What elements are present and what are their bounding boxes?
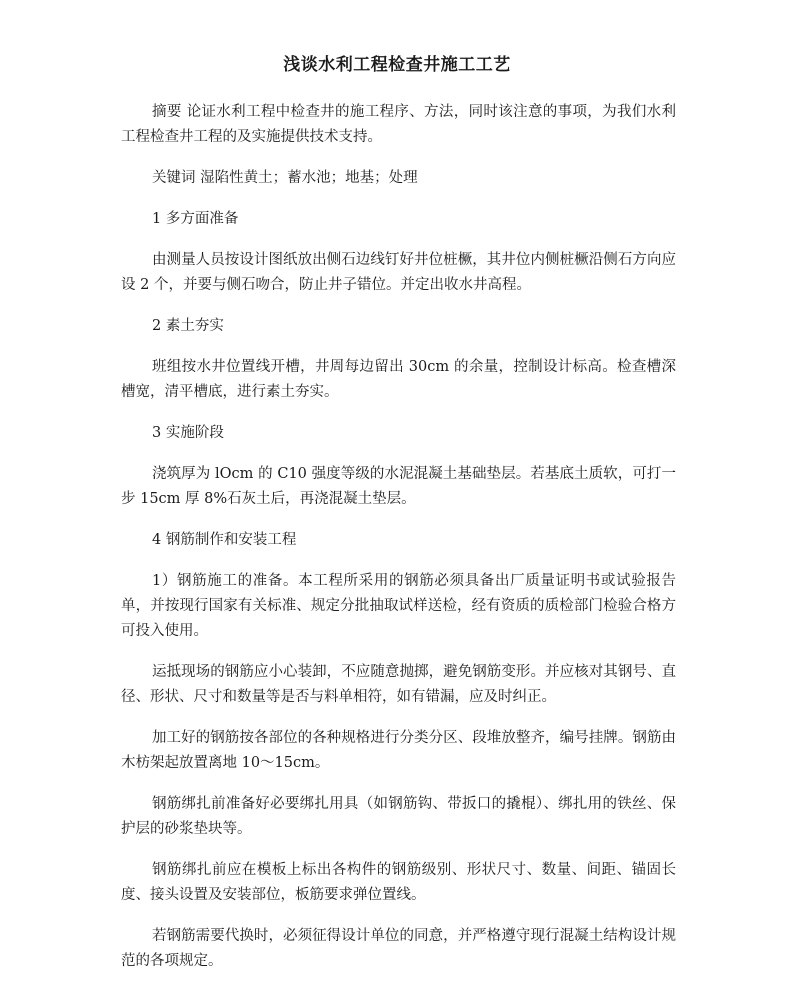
section-4-paragraph-3: 加工好的钢筋按各部位的各种规格进行分类分区、段堆放整齐，编号挂牌。钢筋由木枋架起放置离地 10～15cm。	[121, 730, 676, 771]
section-4-paragraph-2: 运抵现场的钢筋应小心装卸，不应随意抛掷，避免钢筋变形。并应核对其钢号、直径、形状、尺寸和数量等是否与料单相符，如有错漏，应及时纠正。	[121, 664, 676, 705]
section-4-paragraph-5: 钢筋绑扎前应在模板上标出各构件的钢筋级别、形状尺寸、数量、间距、锚固长度、接头设置及安装部位，板筋要求弹位置线。	[121, 862, 676, 903]
keywords: 关键词 湿陷性黄土；蓄水池；地基；处理	[152, 170, 418, 186]
section-heading-2: 2 素土夯实	[152, 318, 224, 334]
section-heading-3: 3 实施阶段	[152, 425, 224, 441]
document-body	[121, 100, 676, 990]
section-2-paragraph: 班组按水井位置线开槽，井周每边留出 30cm 的余量，控制设计标高。检查槽深槽宽，清平槽底，进行素土夯实。	[121, 359, 676, 400]
abstract: 摘要 论证水利工程中检查井的施工程序、方法，同时该注意的事项，为我们水利工程检查井工程的及实施提供技术支持。	[121, 104, 676, 145]
section-4-paragraph-4: 钢筋绑扎前准备好必要绑扎用具（如钢筋钩、带扳口的撬棍）、绑扎用的铁丝、保护层的砂浆垫块等。	[121, 796, 676, 837]
section-heading-4: 4 钢筋制作和安装工程	[152, 532, 297, 548]
section-1-paragraph: 由测量人员按设计图纸放出侧石边线钉好井位桩橛，其井位内侧桩橛沿侧石方向应设 2 个，并要与侧石吻合，防止井子错位。并定出收水井高程。	[121, 252, 676, 293]
document-title: 浅谈水利工程检查井施工工艺	[283, 55, 511, 75]
section-4-paragraph-1: 1）钢筋施工的准备。本工程所采用的钢筋必须具备出厂质量证明书或试验报告单，并按现行国家有关标准、规定分批抽取试样送检，经有资质的质检部门检验合格方可投入使用。	[121, 573, 676, 639]
section-heading-1: 1 多方面准备	[152, 211, 239, 227]
section-3-paragraph: 浇筑厚为 lOcm 的 C10 强度等级的水泥混凝土基础垫层。若基底土质软，可打一步 15cm 厚 8%石灰土后，再浇混凝土垫层。	[121, 466, 676, 507]
section-4-paragraph-6: 若钢筋需要代换时，必须征得设计单位的同意，并严格遵守现行混凝土结构设计规范的各项规定。	[121, 928, 676, 969]
